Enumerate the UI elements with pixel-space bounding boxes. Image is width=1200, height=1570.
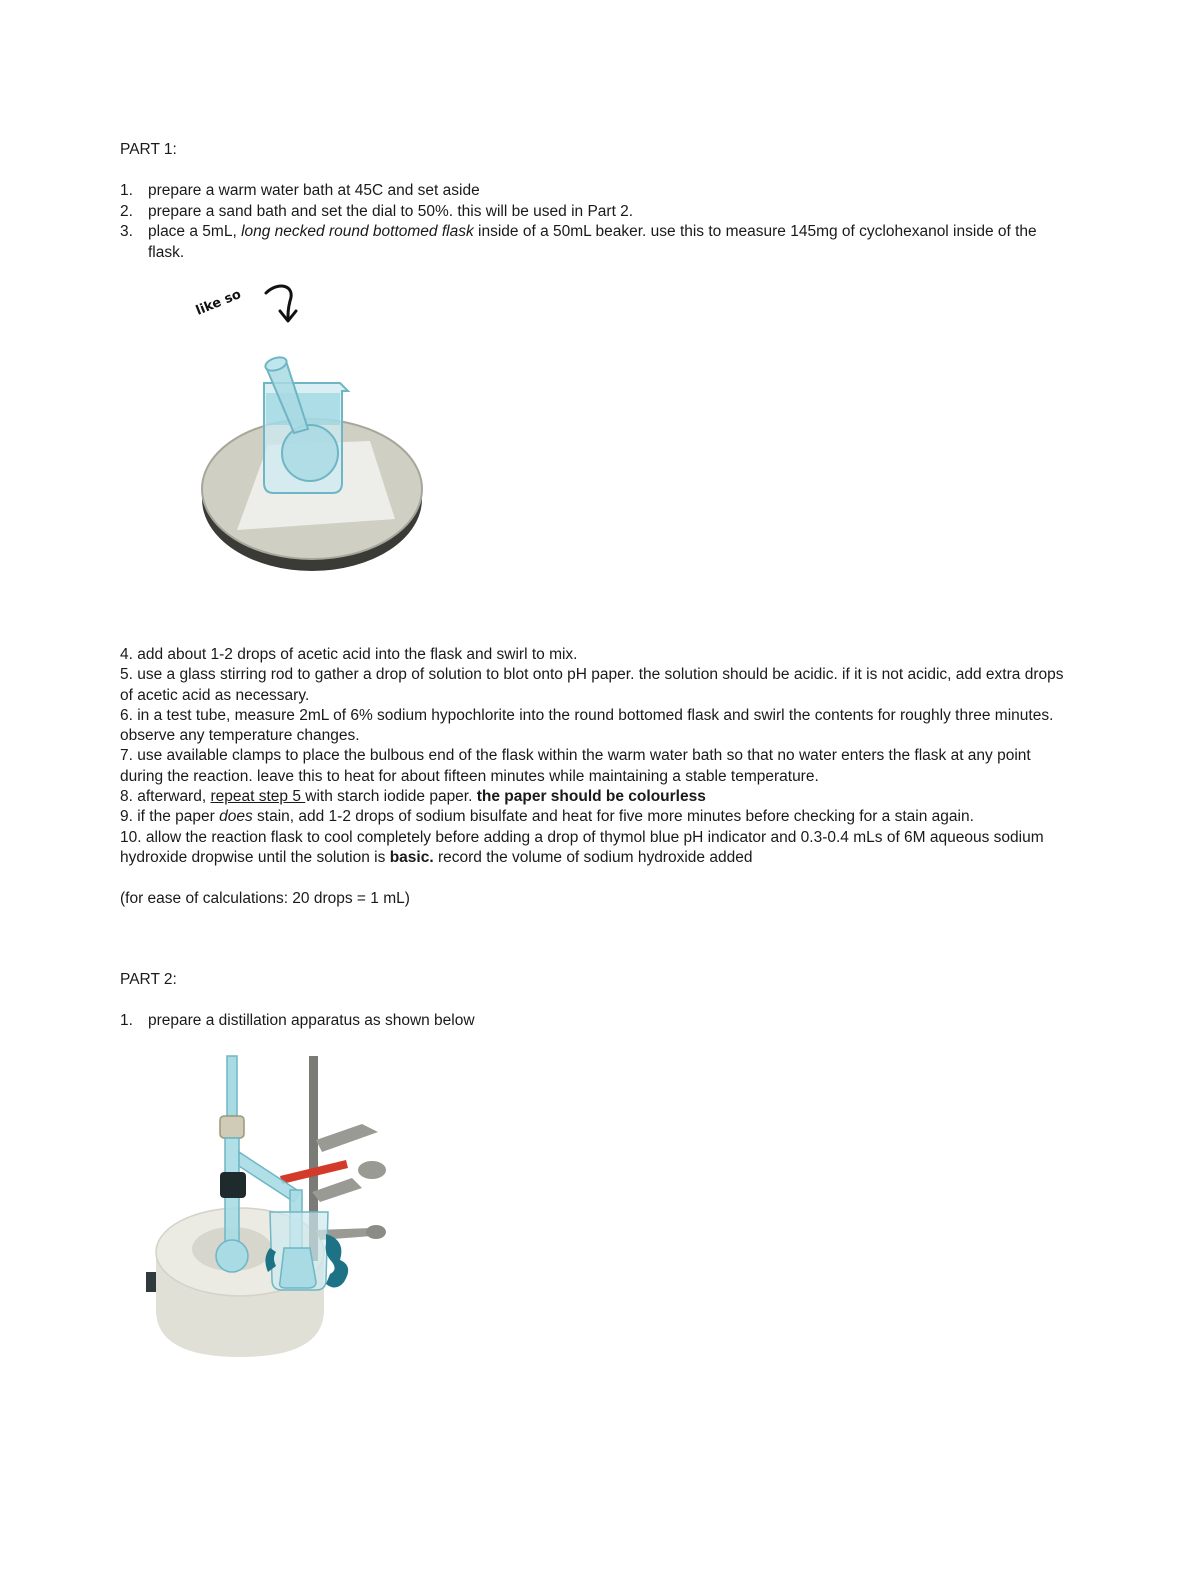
list-item: [120, 202, 1060, 223]
step-10-pre: 10. allow the reaction flask to cool completely before adding a drop of thymol blue pH indicator and 0.3-0.4 mLs of 6M aqueous sodium hydroxide dropwise until the solution is: [120, 828, 1044, 866]
step-text: prepare a distillation apparatus as shown below: [148, 1012, 475, 1029]
step-text-italic: long necked round bottomed flask: [241, 223, 474, 240]
clamp-middle: [312, 1178, 362, 1202]
part1-steps-continued: [120, 645, 1070, 868]
round-bottom-flask-bulb: [282, 425, 338, 481]
black-clamp: [220, 1172, 246, 1198]
step-10-bold: basic.: [389, 848, 434, 866]
step-number: 3.: [120, 223, 133, 240]
step-number: 1.: [120, 182, 133, 199]
step-text-pre: place a 5mL,: [148, 223, 242, 240]
step-text: prepare a warm water bath at 45C and set aside: [148, 182, 480, 199]
step-9-italic: does: [219, 808, 253, 826]
teal-clamp: [326, 1234, 349, 1288]
step-4: 4. add about 1-2 drops of acetic acid into the flask and swirl to mix.: [120, 646, 578, 663]
step-10-post: record the volume of sodium hydroxide added: [433, 848, 753, 866]
distillation-apparatus-illustration: [140, 1052, 400, 1362]
list-item: [120, 222, 1060, 263]
step-text-post: inside of a 50mL beaker. use this to measure 145mg of cyclohexanol inside of the flask.: [148, 223, 1037, 261]
step-text: prepare a sand bath and set the dial to 50%. this will be used in Part 2.: [148, 202, 634, 220]
clamp-knob-lower-icon: [366, 1225, 386, 1239]
step-7: 7. use available clamps to place the bulbous end of the flask within the warm water bath so that no water enters the flask at any point during the reaction. leave this to heat for about fifteen minutes while maintaining a stable temperature.: [120, 747, 1031, 785]
step-number: 2.: [120, 202, 133, 220]
handwritten-note: like so: [193, 287, 244, 319]
step-8-link: repeat step 5: [210, 788, 306, 806]
step-8: [120, 787, 1070, 807]
clamp-upper: [316, 1124, 378, 1152]
part1-step-list: [120, 181, 1060, 263]
step-6: 6. in a test tube, measure 2mL of 6% sodium hypochlorite into the round bottomed flask and swirl the contents for roughly three minutes. observe any temperature changes.: [120, 706, 1054, 745]
thermometer-adapter: [220, 1116, 244, 1138]
flask-in-beaker-illustration: [190, 275, 440, 585]
step-5: 5. use a glass stirring rod to gather a drop of solution to blot onto pH paper. the solution should be acidic. if it is not acidic, add extra drops of acetic acid as necessary.: [120, 666, 1064, 704]
step-8-pre: 8. afterward,: [120, 788, 211, 806]
step-8-mid: with starch iodide paper.: [305, 788, 477, 806]
calculation-note: (for ease of calculations: 20 drops = 1 mL): [120, 890, 410, 907]
list-item: [120, 1011, 1060, 1032]
step-number: 1.: [120, 1012, 133, 1029]
part2-step-list: [120, 1011, 1060, 1032]
step-9: [120, 807, 1070, 827]
step-8-bold: the paper should be colourless: [476, 788, 706, 806]
part2-heading: PART 2:: [120, 971, 177, 988]
receiving-vial: [280, 1248, 316, 1288]
step-10: [120, 828, 1070, 869]
clamp-knob-icon: [358, 1161, 386, 1179]
mantle-dial-icon: [146, 1272, 156, 1292]
step-9-post: stain, add 1-2 drops of sodium bisulfate and heat for five more minutes before checking for a stain again.: [252, 808, 974, 826]
list-item: [120, 181, 1060, 202]
step-9-pre: 9. if the paper: [120, 808, 220, 826]
arrow-icon: [266, 286, 291, 319]
distilling-flask: [216, 1240, 248, 1272]
part1-heading: PART 1:: [120, 141, 177, 158]
